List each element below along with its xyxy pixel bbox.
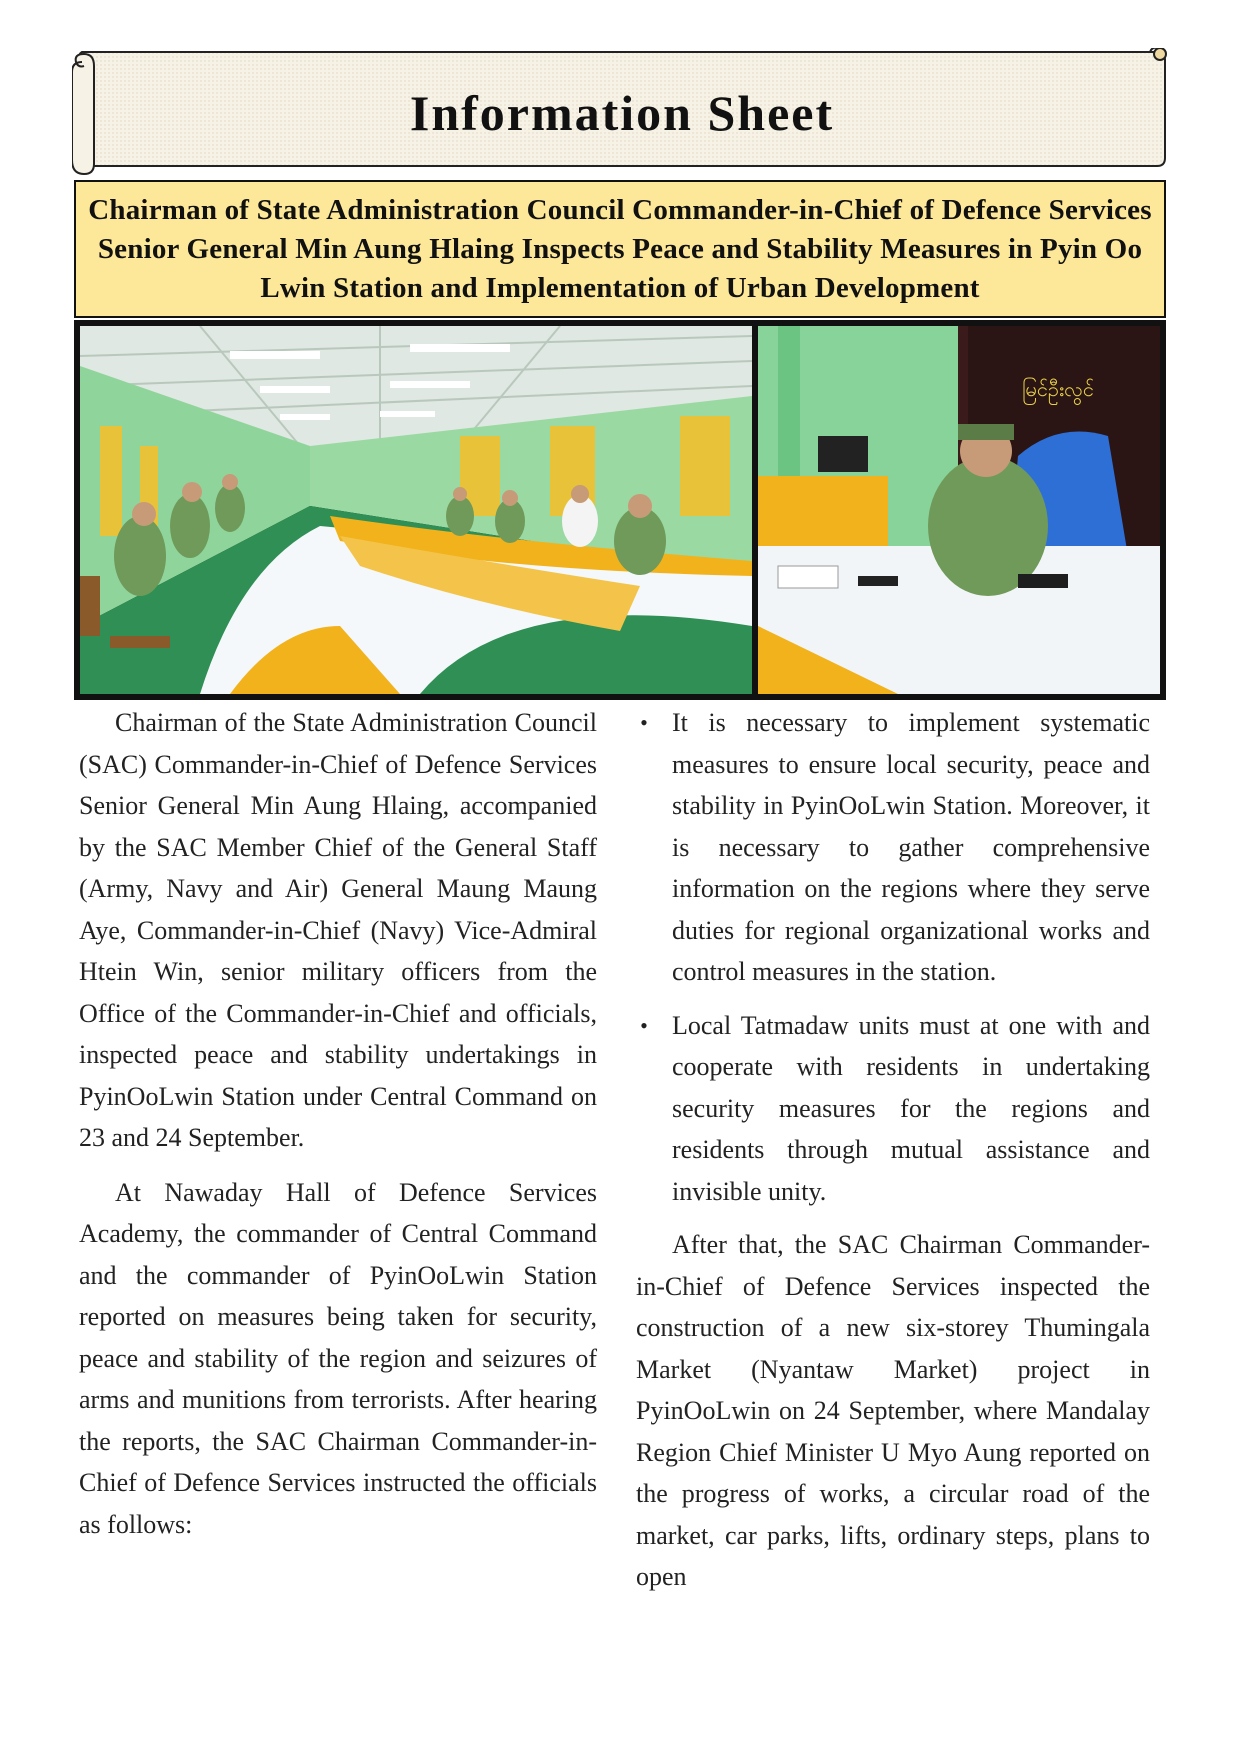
market-paragraph: After that, the SAC Chairman Commander-in-Chief of Defence Services inspected the construction of a new six-storey Thumingala Market (Nyantaw Market) project in PyinOoLwin on 24 September, where Mandalay Region Chief Minister U Myo Aung reported on the progress of works, a circular road of the market, car parks, lifts, ordinary steps, plans to open [636,1230,1150,1591]
wall-sign-text: မြင်ဦးလွင် [1022,377,1094,401]
list-item [636,702,1150,993]
right-column [636,702,1150,1611]
report-paragraph: At Nawaday Hall of Defence Services Academy, the commander of Central Command and the commander of PyinOoLwin Station reported on measures being taken for security, peace and stability of the region and seizures of arms and munitions from terrorists. After hearing the reports, the SAC Chairman Commander-in-Chief of Defence Services instructed the officials as follows: [79,1177,597,1539]
bullet-icon: • [640,710,648,735]
senior-general-photo [758,326,1160,694]
instruction-list [636,702,1150,1212]
headline-text: Chairman of State Administration Council Commander-in-Chief of Defence Services Senior General Min Aung Hlaing Inspects Peace and Stability Measures in Pyin Oo Lwin Station and Implementation of Urban Development [88,193,1152,304]
bullet-icon: • [640,1012,648,1038]
title-banner [72,48,1172,168]
instruction-text: Local Tatmadaw units must at one with and cooperate with residents in undertaking security measures for the regions and residents through mutual assistance and invisible unity. [672,1010,1150,1206]
photo-strip [74,320,1166,700]
list-item [636,1005,1150,1213]
page-title: Information Sheet [409,85,835,141]
meeting-hall-photo [80,326,752,694]
headline-box [74,180,1166,318]
instruction-text: It is necessary to implement systematic measures to ensure local security, peace and stability in PyinOoLwin Station. Moreover, it is necessary to gather comprehensive information on the regions where they serve duties for regional organizational works and control measures in the station. [672,708,1150,986]
left-column [79,702,597,1558]
intro-paragraph: Chairman of the State Administration Council (SAC) Commander-in-Chief of Defence Services Senior General Min Aung Hlaing, accompanied by the SAC Member Chief of the General Staff (Army, Navy and Air) General Maung Maung Aye, Commander-in-Chief (Navy) Vice-Admiral Htein Win, senior military officers from the Office of the Commander-in-Chief and officials, inspected peace and stability undertakings in PyinOoLwin Station under Central Command on 23 and 24 September. [79,708,597,1152]
